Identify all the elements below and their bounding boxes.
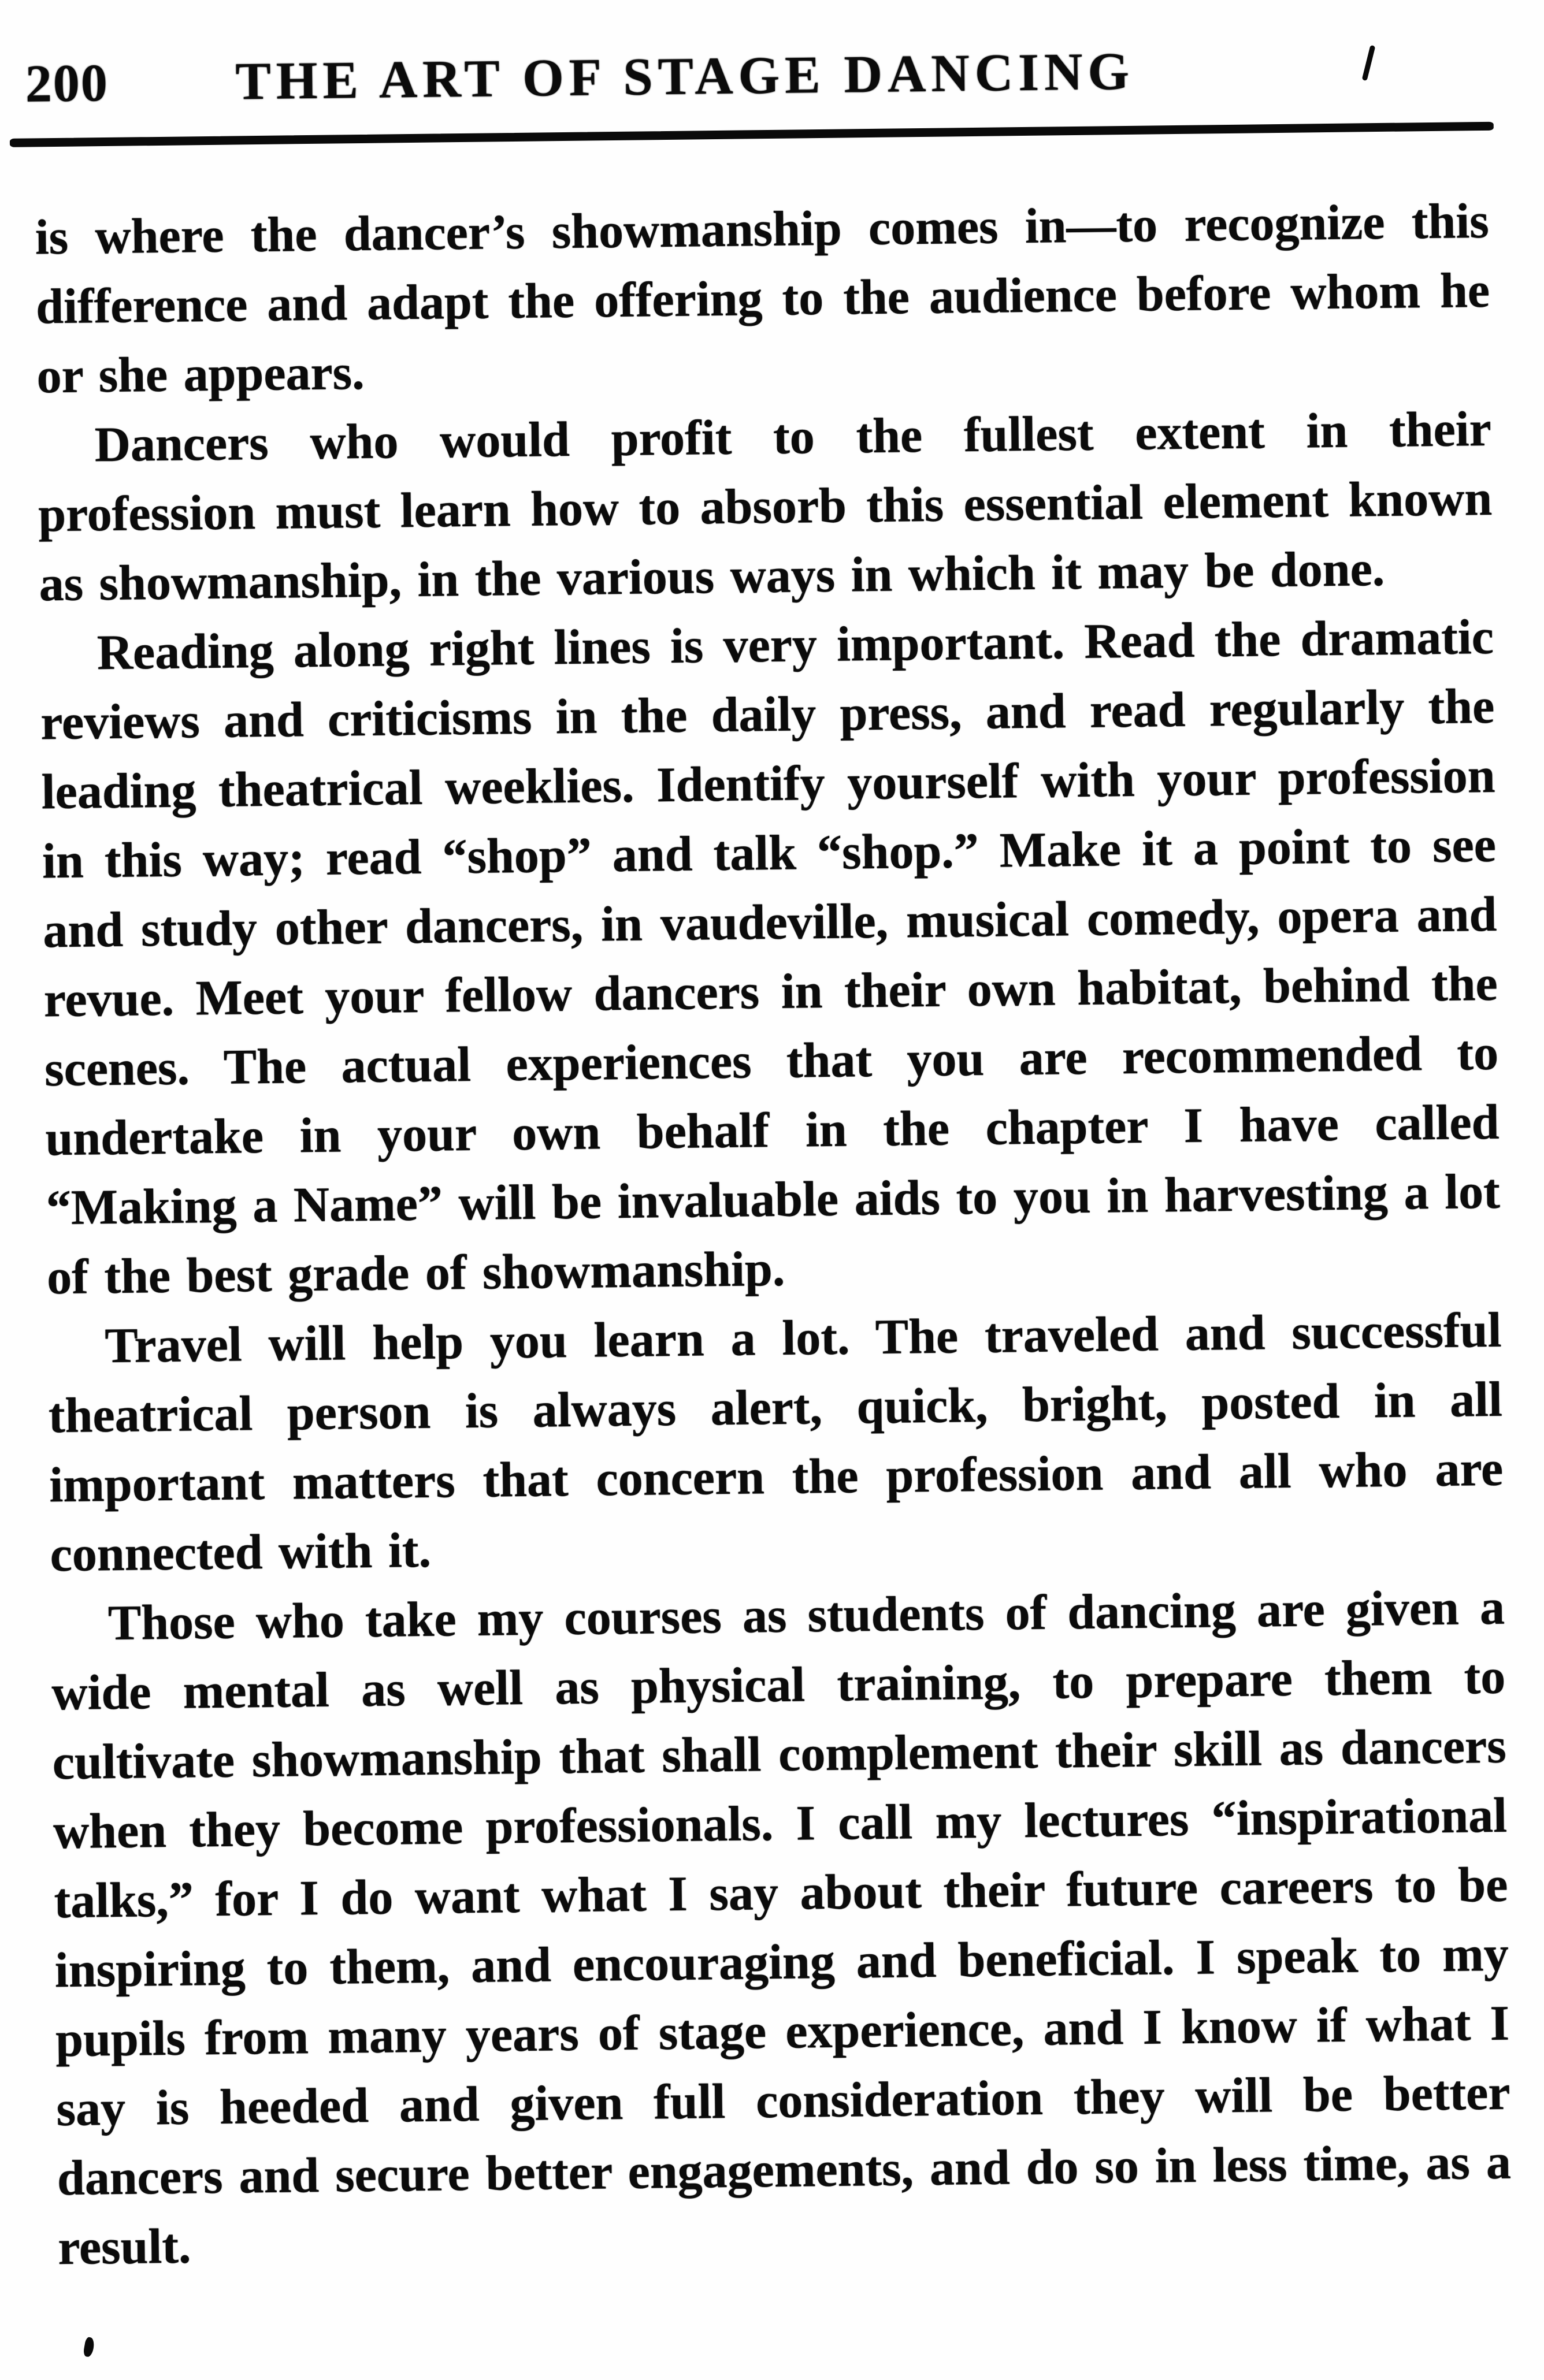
paragraph: Dancers who would profit to the fullest extent in their profession must learn how to absorb this essential element known as showmanship, in the various ways in which it may be done.: [38, 400, 1493, 612]
paragraph: Those who take my courses as students of dancing are given a wide mental as well as physical training, to prepare them to cultivate showmanship that shall complement their skill as dancers when they become professionals. I call my lectures “inspirational talks,” for I do want what I say about their future careers to be inspiring to them, and encouraging and beneficial. I speak to my pupils from many years of stage experience, and I know if what I say is heeded and given full consideration they will be better dancers and secure better engagements, and do so in less time, as a result.: [51, 1579, 1512, 2275]
page-number: 200: [25, 53, 109, 113]
header-rule: [10, 122, 1494, 147]
body-text: [35, 186, 1512, 2282]
running-header-title: THE ART OF STAGE DANCING: [235, 41, 1135, 111]
paragraph: Travel will help you learn a lot. The traveled and successful theatrical person is always alert, quick, bright, posted in all important matters that concern the profession and all who are connected with it.: [48, 1301, 1504, 1582]
running-header: [25, 25, 1489, 114]
paragraph: is where the dancer’s showmanship comes in—to recognize this difference and adapt the offering to the audience before whom he or she appears.: [35, 192, 1490, 404]
paragraph: Reading along right lines is very important. Read the dramatic reviews and criticisms in the daily press, and read regularly the leading theatrical weeklies. Identify yourself with your profession in this way; read “shop” and talk “shop.” Make it a point to see and study other dancers, in vaudeville, musical comedy, opera and revue. Meet your fellow dancers in their own habitat, behind the scenes. The actual experiences that you are recommended to undertake in your own behalf in the chapter I have called “Making a Name” will be invaluable aids to you in harvesting a lot of the best grade of showmanship.: [40, 608, 1501, 1305]
